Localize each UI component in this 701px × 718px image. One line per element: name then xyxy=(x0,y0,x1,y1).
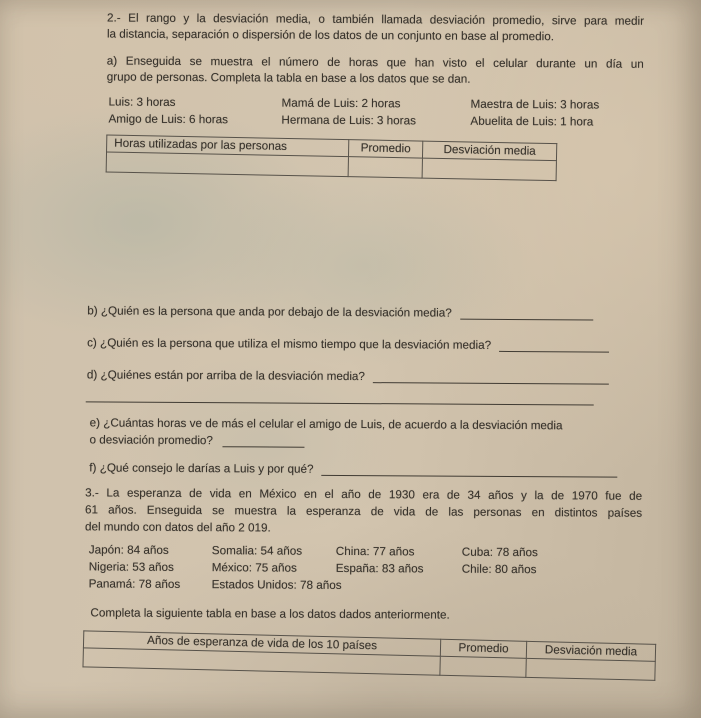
answer-line xyxy=(223,446,305,448)
data-item: Panamá: 78 años xyxy=(88,577,181,591)
question-f xyxy=(89,460,617,479)
answer-line-continuation xyxy=(86,393,594,405)
data-item: Estados Unidos: 78 años xyxy=(211,578,342,592)
hours-table-header-promedio: Promedio xyxy=(348,140,422,158)
empty-cell xyxy=(526,658,655,680)
question-text: c) ¿Quién es la persona que utiliza el mismo tiempo que la desviación media? xyxy=(87,336,492,352)
data-item: México: 75 años xyxy=(211,561,297,575)
empty-cell xyxy=(348,157,422,178)
data-item: Cuba: 78 años xyxy=(461,545,538,560)
question-c xyxy=(87,335,609,354)
hours-table-header-desviacion: Desviación media xyxy=(422,141,556,161)
hours-table-header-main: Horas utilizadas por las personas xyxy=(107,135,349,157)
data-item: Hermana de Luis: 3 horas xyxy=(281,113,416,128)
answer-line xyxy=(321,475,617,478)
answer-line xyxy=(499,351,609,353)
question-text: o desviación promedio? xyxy=(89,433,213,448)
data-item: Luis: 3 horas xyxy=(108,95,176,109)
prompt-line: grupo de personas. Completa la tabla en base a los datos que se dan. xyxy=(106,70,471,86)
answer-line xyxy=(373,382,609,384)
empty-cell xyxy=(106,152,348,177)
data-item: Maestra de Luis: 3 horas xyxy=(470,97,600,112)
intro-line: la distancia, separación o dispersión de los datos de un conjunto en base al promedio. xyxy=(106,27,555,44)
data-item: China: 77 años xyxy=(335,544,415,559)
intro-line: 3.- La esperanza de vida en México en el año de 1930 era de 34 años y la de 1970 fue de xyxy=(85,486,643,503)
life-expectancy-data-list xyxy=(89,542,649,597)
hours-data-list xyxy=(108,95,648,132)
prompt-line: a) Enseguida se muestra el número de horas que han visto el celular durante un día un xyxy=(106,54,644,71)
data-item: Amigo de Luis: 6 horas xyxy=(108,112,229,127)
life-expectancy-table xyxy=(82,630,656,680)
data-item: Nigeria: 53 años xyxy=(88,560,174,574)
data-item: Somalia: 54 años xyxy=(211,544,303,558)
question-text: b) ¿Quién es la persona que anda por debajo de la desviación media? xyxy=(87,304,452,320)
question-e xyxy=(89,415,647,451)
data-item: España: 83 años xyxy=(335,561,424,576)
question-d xyxy=(87,367,609,386)
intro-line: del mundo con datos del año 2 019. xyxy=(84,520,271,535)
data-item: Abuelita de Luis: 1 hora xyxy=(470,114,594,129)
intro-line: 61 años. Enseguida se muestra la esperanza de vida de las personas en distintos países xyxy=(85,503,643,520)
data-item: Mamá de Luis: 2 horas xyxy=(281,96,401,111)
empty-cell xyxy=(422,158,556,181)
question-b xyxy=(87,303,593,322)
data-item: Chile: 80 años xyxy=(461,562,537,577)
life-table-header-desviacion: Desviación media xyxy=(526,641,655,661)
empty-cell xyxy=(440,656,526,677)
hours-table xyxy=(106,135,558,182)
part-a-prompt xyxy=(107,54,644,89)
question-text: e) ¿Cuántas horas ve de más el celular el amigo de Luis, de acuerdo a la desviación media xyxy=(89,416,563,433)
question-text: d) ¿Quiénes están por arriba de la desviación media? xyxy=(86,368,365,384)
completa-instruction: Completa la siguiente tabla en base a los datos dados anteriormente. xyxy=(90,606,450,622)
problem-3-intro xyxy=(85,484,642,538)
problem-2-intro xyxy=(107,11,644,46)
intro-line: 2.- El rango y la desviación media, o también llamada desviación promedio, sirve para medir xyxy=(107,11,645,28)
data-item: Japón: 84 años xyxy=(88,543,169,557)
life-table-header-promedio: Promedio xyxy=(440,639,526,658)
life-table-header-main: Años de esperanza de vida de los 10 países xyxy=(83,631,440,656)
answer-line xyxy=(460,319,593,321)
question-text: f) ¿Qué consejo le darías a Luis y por qué? xyxy=(89,461,314,476)
